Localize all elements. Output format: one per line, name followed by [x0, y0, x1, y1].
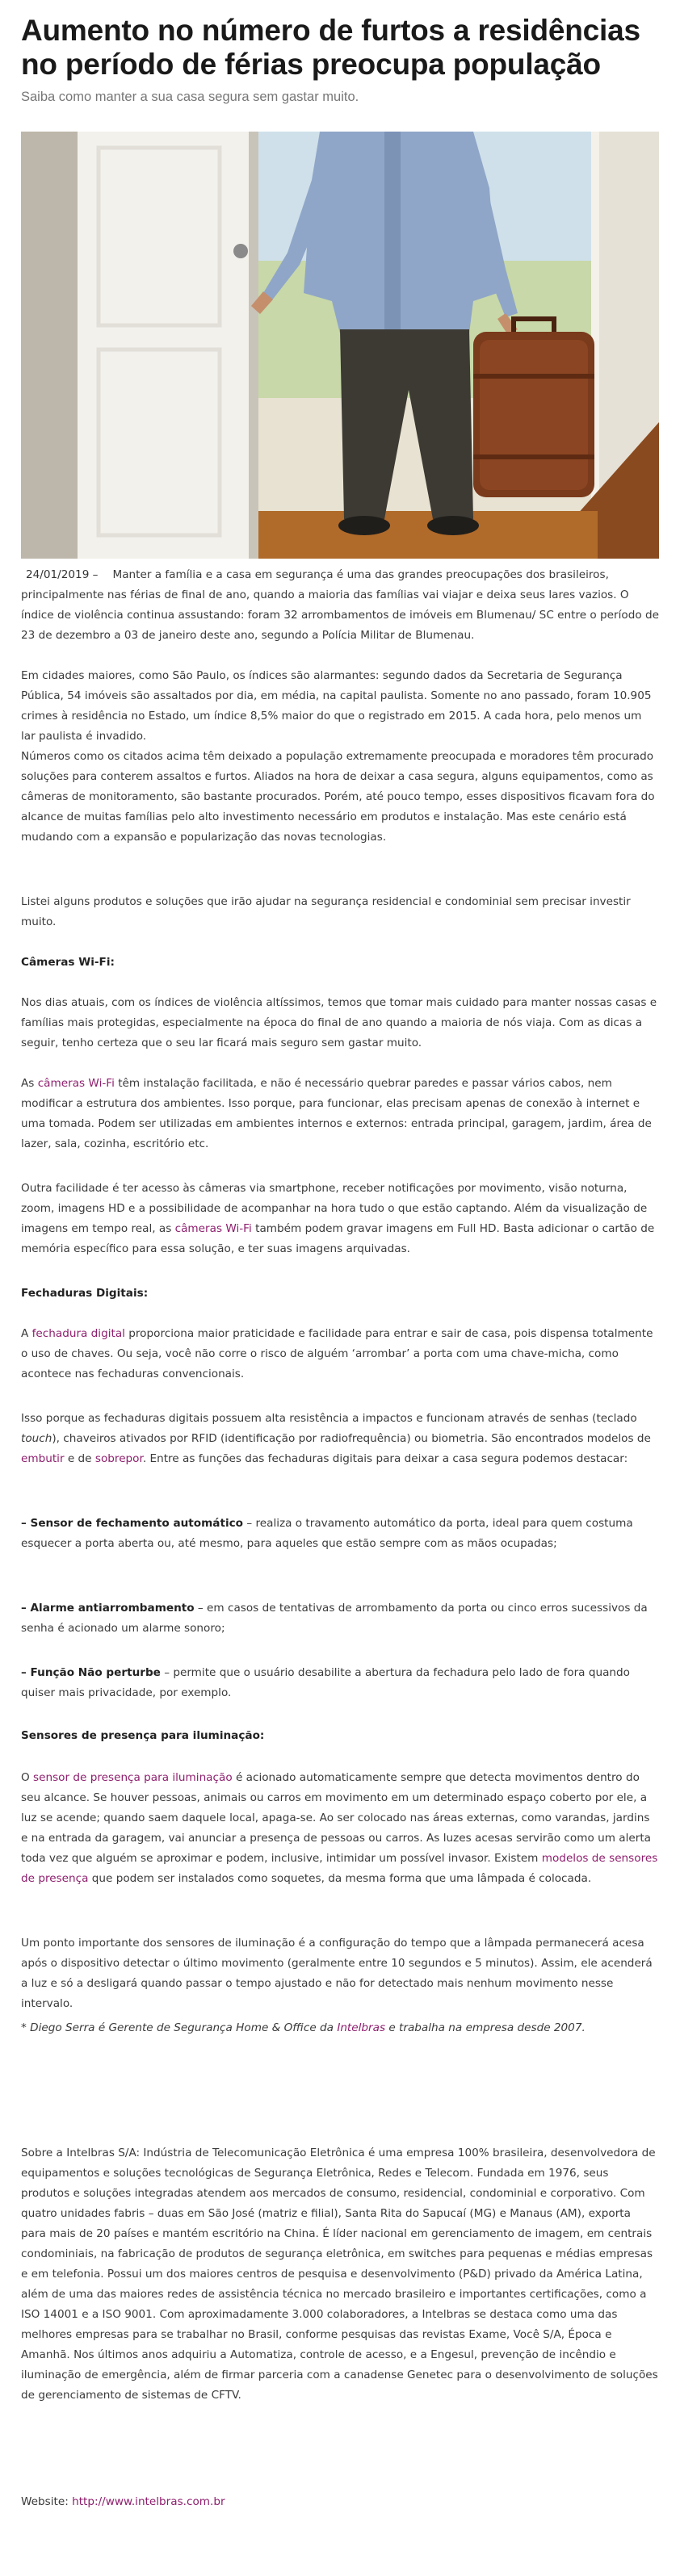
paragraph-text: Manter a família e a casa em segurança é uma das grandes preocupações dos brasileiros, principalmente nas férias de final de ano, quando a maioria das famílias vai viajar e deixa seus lares vazios. O índice de violência continua assustando: foram 32 arrombamentos de imóveis em Blumenau/ SC entre o período de 23 de dezembro a 03 de janeiro deste ano, segundo a Polícia Militar de Blumenau.: [21, 568, 659, 642]
section-heading-cameras: Câmeras Wi-Fi:: [21, 956, 115, 969]
hero-image: [21, 132, 659, 559]
article: [21, 0, 659, 2508]
link-cameras-wifi[interactable]: câmeras Wi-Fi: [174, 1222, 252, 1235]
text: O: [21, 1771, 34, 1784]
section-heading-fechaduras: Fechaduras Digitais:: [21, 1287, 149, 1300]
text: * Diego Serra é Gerente de Segurança Home & Office da: [21, 2021, 338, 2034]
paragraph: [21, 1768, 659, 1889]
paragraph: Listei alguns produtos e soluções que irão ajudar na segurança residencial e condominial sem precisar investir muito.: [21, 895, 631, 928]
text: A: [21, 1327, 32, 1340]
man-with-suitcase-illustration: [21, 132, 659, 559]
text: também podem gravar imagens em Full HD. Basta adicionar o cartão de memória específico para essa solução, e ter suas imagens arquivadas.: [21, 1222, 655, 1255]
article-subtitle: Saiba como manter a sua casa segura sem gastar muito.: [21, 90, 359, 104]
feature-item: [21, 1663, 659, 1703]
section-heading-sensores: Sensores de presença para iluminação:: [21, 1729, 265, 1742]
text: que podem ser instalados como soquetes, da mesma forma que uma lâmpada é colocada.: [88, 1872, 592, 1885]
link-intelbras[interactable]: Intelbras: [337, 2021, 386, 2034]
paragraph: Um ponto importante dos sensores de iluminação é a configuração do tempo que a lâmpada permanecerá acesa após o dispositivo detectar o último movimento (geralmente entre 10 segundos e 5 minutos). Assim, ele acenderá a luz e só a desligará quando passar o tempo ajustado e não for detectado mais nenhum movimento nesse intervalo.: [21, 1937, 653, 2010]
paragraph: Números como os citados acima têm deixado a população extremamente preocupada e moradores têm procurado soluções para conterem assaltos e furtos. Aliados na hora de deixar a casa segura, alguns equipamentos, como as câmeras de monitoramento, são bastante procurados. Porém, até pouco tempo, esses dispositivos ficavam fora do alcance de muitas famílias pelo alto investimento necessário em produtos e instalação. Mas este cenário está mudando com a expansão e popularização das novas tecnologias.: [21, 750, 655, 844]
paragraph: Em cidades maiores, como São Paulo, os índices são alarmantes: segundo dados da Secretaria de Segurança Pública, 54 imóveis são assaltados por dia, em média, na capital paulista. Somente no ano passado, foram 10.905 crimes à residência no Estado, um índice 8,5% maior do que o registrado em 2015. A cada hora, pelo menos um lar paulista é invadido.: [21, 669, 652, 743]
link-embutir[interactable]: embutir: [21, 1452, 65, 1465]
link-sobrepor[interactable]: sobrepor: [94, 1452, 143, 1465]
feature-item: [21, 1514, 659, 1554]
link-modelos-sensores[interactable]: modelos de sensores de presença: [21, 1852, 658, 1885]
text: – em casos de tentativas de arrombamento da porta ou cinco erros sucessivos da senha é acionado um alarme sonoro;: [21, 1602, 648, 1635]
about-paragraph: Sobre a Intelbras S/A: Indústria de Telecomunicação Eletrônica é uma empresa 100% brasileira, desenvolvedora de equipamentos e soluções tecnológicas de Segurança Eletrônica, Redes e Telecom. Fundada em 1976, seus produtos e soluções integradas atendem aos mercados de consumo, residencial, condominial e corporativo. Com quatro unidades fabris – duas em São José (matriz e filial), Santa Rita do Sapucaí (MG) e Manaus (AM), exporta para mais de 20 países e mantém escritório na China. É líder nacional em gerenciamento de imagem, em centrais condominiais, na fabricação de produtos de segurança eletrônica, em switches para pequenas e médias empresas e em telefonia. Possui um dos maiores centros de pesquisa e desenvolvimento (P&D) privado da América Latina, além de uma das maiores redes de assistência técnica no mercado brasileiro e importantes certificações, como a ISO 14001 e a ISO 9001. Com aproximadamente 3.000 colaboradores, a Intelbras se destaca como uma das melhores empresas para se trabalhar no Brasil, conforme pesquisas das revistas Exame, Você S/A, Época e Amanhã. Nos últimos anos adquiriu a Automatiza, controle de acesso, e a Engesul, prevenção de incêndio e iluminação de emergência, além de firmar parceria com a canadense Genetec para o desenvolvimento de soluções de gerenciamento de sistemas de CFTV.: [21, 2147, 658, 2402]
author-note: [21, 2018, 659, 2038]
text: ), chaveiros ativados por RFID (identificação por radiofrequência) ou biometria. São encontrados modelos de: [52, 1432, 651, 1445]
text: é acionado automaticamente sempre que detecta movimentos dentro do seu alcance. Se houver pessoas, animais ou carros em movimento em um determinado espaço coberto por ele, a luz se acende; quando saem daquele local, apaga-se. Ao ser colocado nas áreas externas, como varandas, jardins e na entrada da garagem, vai anunciar a presença de pessoas ou carros. As luzes acesas servirão como um alerta toda vez que alguém se aproximar e podem, inclusive, intimidar um possível invasor. Existem: [21, 1771, 651, 1865]
website-line: [21, 2492, 659, 2512]
paragraph: [21, 1409, 659, 1469]
paragraph: [21, 1324, 659, 1384]
article-date: 24/01/2019 –: [21, 565, 109, 585]
text: Isso porque as fechaduras digitais possuem alta resistência a impactos e funcionam através de senhas (teclado: [21, 1412, 637, 1425]
intro-paragraph: [21, 565, 659, 646]
feature-item: [21, 1598, 659, 1639]
page-title: [21, 0, 659, 82]
text: proporciona maior praticidade e facilidade para entrar e sair de casa, pois dispensa totalmente o uso de chaves. Ou seja, você não corre o risco de alguém ‘arrombar’ a porta com uma chave-micha, como acontece nas fechaduras convencionais.: [21, 1327, 653, 1380]
link-website[interactable]: http://www.intelbras.com.br: [72, 2495, 225, 2508]
text: As: [21, 1077, 38, 1090]
link-fechadura-digital[interactable]: fechadura digital: [31, 1327, 125, 1340]
link-sensor-presenca[interactable]: sensor de presença para iluminação: [33, 1771, 233, 1784]
paragraph: [21, 1179, 659, 1259]
text: – permite que o usuário desabilite a abertura da fechadura pelo lado de fora quando quiser mais privacidade, por exemplo.: [21, 1666, 630, 1699]
link-cameras-wifi[interactable]: câmeras Wi-Fi: [37, 1077, 115, 1090]
text: têm instalação facilitada, e não é necessário quebrar paredes e passar vários cabos, nem modificar a estrutura dos ambientes. Isso porque, para funcionar, elas precisam apenas de conexão à internet e uma tomada. Podem ser utilizadas em ambientes internos e externos: entrada principal, garagem, jardim, área de lazer, sala, cozinha, escritório etc.: [21, 1077, 652, 1150]
paragraph: Nos dias atuais, com os índices de violência altíssimos, temos que tomar mais cuidado para manter nossas casas e famílias mais protegidas, especialmente na época do final de ano quando a maioria de nós viaja. Com as dicas a seguir, tenho certeza que o seu lar ficará mais seguro sem gastar muito.: [21, 996, 657, 1049]
text: . Entre as funções das fechaduras digitais para deixar a casa segura podemos destacar:: [142, 1452, 628, 1465]
title-line-2: no período de férias preocupa população: [21, 48, 601, 81]
text-italic: touch: [21, 1432, 52, 1445]
website-label: Website:: [21, 2495, 73, 2508]
text: Outra facilidade é ter acesso às câmeras via smartphone, receber notificações por movimento, visão noturna, zoom, imagens HD e a possibilidade de acompanhar na hora tudo o que estão captando. Além da visualização de imagens em tempo real, as: [21, 1182, 648, 1235]
text: – realiza o travamento automático da porta, ideal para quem costuma esquecer a porta aberta ou, até mesmo, para aqueles que estão sempre com as mãos ocupadas;: [21, 1517, 633, 1550]
text: e trabalha na empresa desde 2007.: [385, 2021, 586, 2034]
feature-title: – Alarme antiarrombamento: [21, 1602, 195, 1615]
feature-title: – Sensor de fechamento automático: [21, 1517, 244, 1530]
text: e de: [64, 1452, 95, 1465]
paragraph: [21, 1074, 659, 1154]
feature-title: – Função Não perturbe: [21, 1666, 161, 1679]
title-line-1: Aumento no número de furtos a residências: [21, 14, 640, 47]
